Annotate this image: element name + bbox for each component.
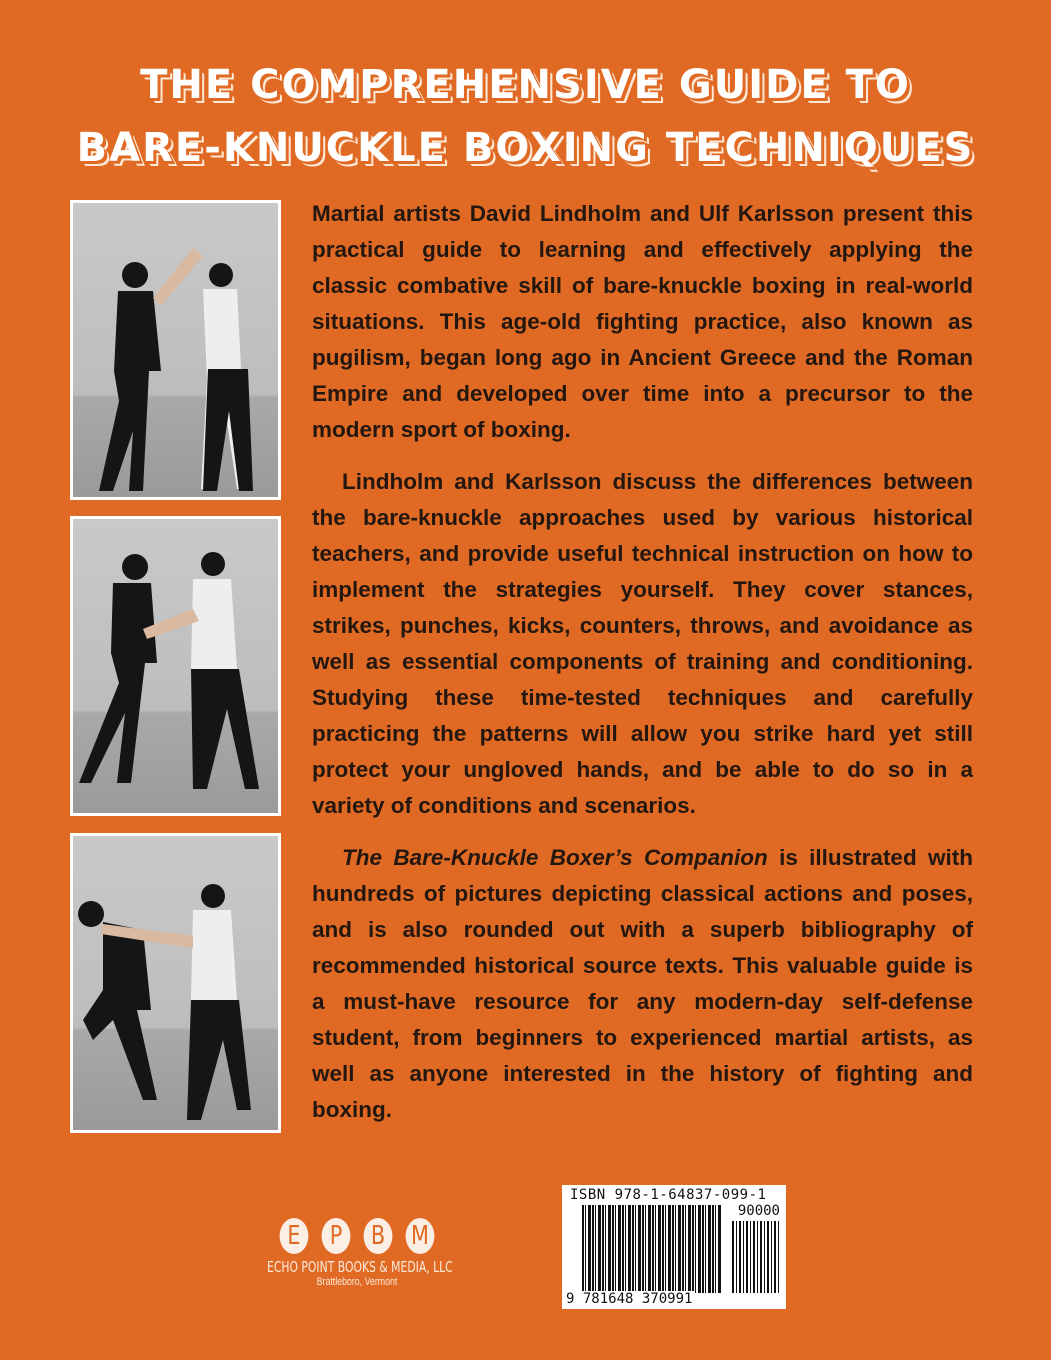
logo-letter: P xyxy=(322,1218,351,1254)
publisher-location: Brattleboro, Vermont xyxy=(316,1276,398,1288)
ean-number: 9 781648 370991 xyxy=(566,1291,693,1307)
logo-letter: E xyxy=(280,1218,309,1254)
addon-barcode-bars xyxy=(732,1221,780,1293)
isbn-barcode xyxy=(562,1185,786,1309)
description xyxy=(312,196,973,1144)
photo-body-punch xyxy=(70,516,281,816)
publisher-name: ECHO POINT BOOKS & MEDIA, LLC xyxy=(267,1258,453,1276)
headline-line-2: BARE-KNUCKLE BOXING TECHNIQUES xyxy=(76,125,975,171)
logo-letter: M xyxy=(406,1218,435,1254)
logo-letter: B xyxy=(364,1218,393,1254)
isbn-text: ISBN 978-1-64837-099-1 xyxy=(570,1187,767,1203)
photo-face-strike xyxy=(70,833,281,1133)
price-code: 90000 xyxy=(737,1203,780,1219)
barcode-bars xyxy=(582,1205,722,1293)
book-title: The Bare-Knuckle Boxer’s Companion xyxy=(342,845,768,870)
publisher-logo xyxy=(262,1218,452,1288)
paragraph-3-text: is illustrated with hundreds of pictures depicting classical actions and poses, and is also rounded out with a superb bibliography of recommended historical source texts. This valuable guide is a must-have resource for any modern-day self-defense student, from beginners to experienced martial artists, as well as anyone interested in the history of fighting and boxing. xyxy=(312,845,974,1122)
headline-line-1: THE COMPREHENSIVE GUIDE TO xyxy=(140,62,911,108)
paragraph-1: Martial artists David Lindholm and Ulf Karlsson present this practical guide to learning and effectively applying the classic combative skill of bare-knuckle boxing in real-world situations. This age-old fighting practice, also known as pugilism, began long ago in Ancient Greece and the Roman Empire and developed over time into a precursor to the modern sport of boxing. xyxy=(312,201,973,442)
paragraph-3 xyxy=(312,840,973,1128)
paragraph-2: Lindholm and Karlsson discuss the differences between the bare-knuckle approaches used by various historical teachers, and provide useful technical instruction on how to implement the strategies yourself. They cover stances, strikes, punches, kicks, counters, throws, and avoidance as well as essential components of training and conditioning. Studying these time-tested techniques and carefully practicing the patterns will allow you strike hard yet still protect your ungloved hands, and be able to do so in a variety of conditions and scenarios. xyxy=(312,469,973,818)
photo-block-high-guard xyxy=(70,200,281,500)
